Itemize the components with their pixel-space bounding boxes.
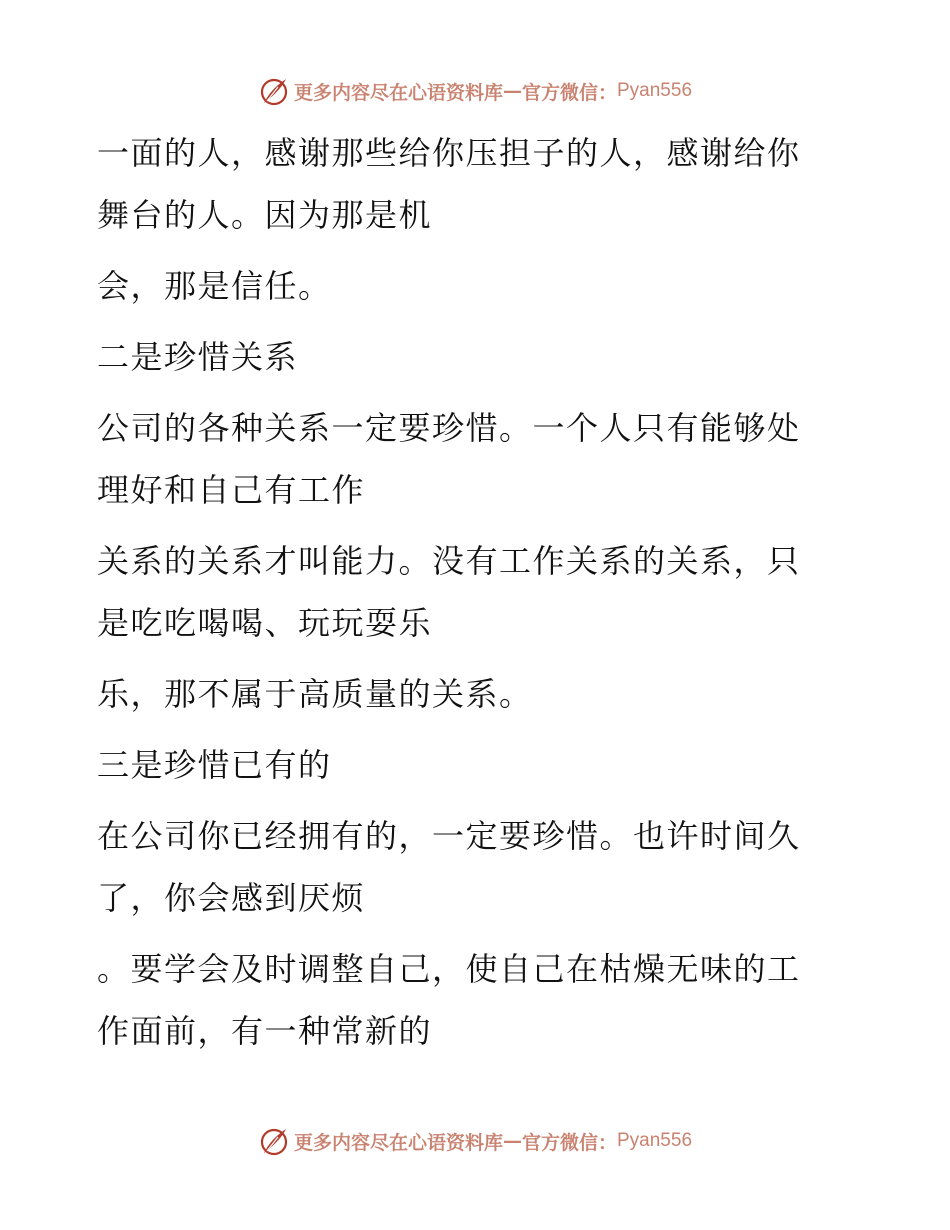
header-wechat-label: 官方微信：	[521, 81, 617, 104]
section-heading	[97, 734, 837, 796]
text-line: 公司的各种关系一定要珍惜。一个人只有能够处	[97, 409, 801, 447]
text-line: 是吃吃喝喝、玩玩耍乐	[97, 604, 433, 642]
quill-pen-logo-icon	[258, 1125, 290, 1157]
paragraph	[97, 397, 837, 521]
text-line: 二是珍惜关系	[97, 338, 299, 376]
paragraph	[97, 530, 837, 654]
text-line: 乐，那不属于高质量的关系。	[97, 675, 533, 713]
header-site-text: 更多内容尽在心语资料库	[293, 81, 503, 104]
paragraph	[97, 122, 837, 246]
header-dash: —	[502, 80, 522, 102]
footer-site-text: 更多内容尽在心语资料库	[293, 1131, 503, 1154]
text-line: 理好和自己有工作	[97, 471, 366, 509]
text-line: 三是珍惜已有的	[97, 746, 332, 784]
paragraph	[97, 805, 837, 929]
paragraph	[97, 663, 837, 725]
text-line: 作面前，有一种常新的	[97, 1012, 433, 1050]
text-line: 一面的人，感谢那些给你压担子的人，感谢给你	[97, 134, 801, 172]
text-line: 。要学会及时调整自己，使自己在枯燥无味的工	[97, 950, 801, 988]
footer-dash: —	[502, 1130, 522, 1152]
header-banner	[0, 71, 950, 111]
text-line: 关系的关系才叫能力。没有工作关系的关系，只	[97, 542, 801, 580]
footer-wechat-id: Pyan556	[617, 1130, 693, 1151]
footer-wechat-label: 官方微信：	[521, 1131, 617, 1154]
quill-pen-logo-icon	[258, 75, 290, 107]
footer-banner	[0, 1121, 950, 1161]
header-wechat-id: Pyan556	[617, 80, 693, 101]
paragraph	[97, 255, 837, 317]
text-line: 在公司你已经拥有的，一定要珍惜。也许时间久	[97, 817, 801, 855]
text-line: 会，那是信任。	[97, 267, 332, 305]
section-heading	[97, 326, 837, 388]
text-line: 了，你会感到厌烦	[97, 879, 366, 917]
text-line: 舞台的人。因为那是机	[97, 196, 433, 234]
document-body	[97, 122, 837, 1062]
paragraph	[97, 938, 837, 1062]
